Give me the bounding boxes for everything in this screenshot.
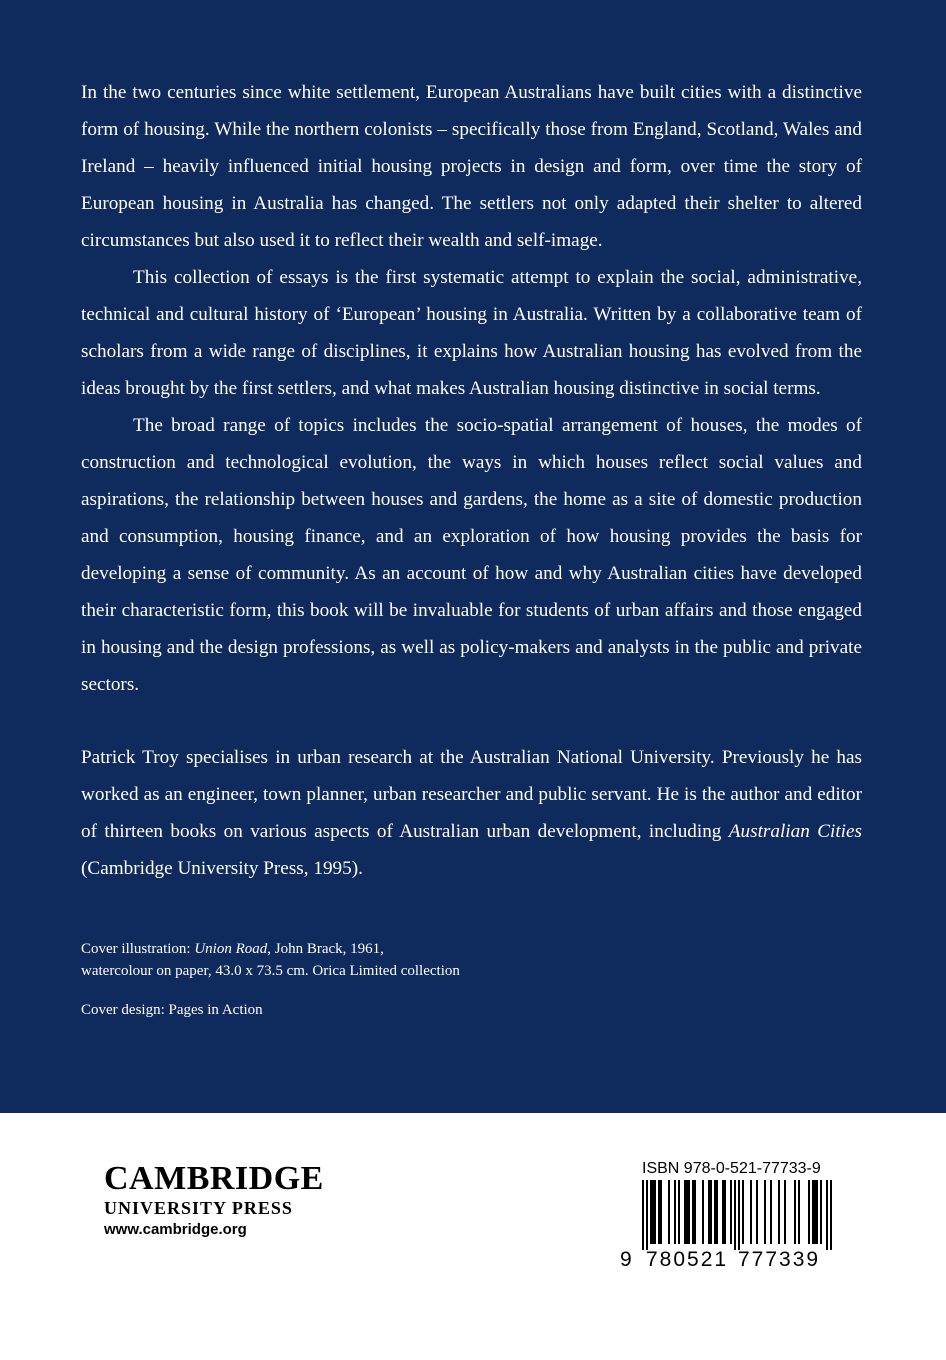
barcode-bar [708, 1180, 710, 1244]
barcode-bar [716, 1180, 718, 1244]
barcode-bar [654, 1180, 656, 1244]
barcode-bar [678, 1180, 680, 1244]
author-bio-paragraph [81, 739, 862, 887]
barcode-bar [686, 1180, 688, 1244]
author-bio-text: Patrick Troy specialises in urban research at the Australian National University. Previously he has worked as an engineer, town planner, urban researcher and public servant. He is the author and editor of thirteen books on various aspects of Australian urban development, including [81, 747, 862, 842]
barcode-bar [794, 1180, 796, 1244]
barcode-bar [830, 1180, 832, 1250]
description-paragraph-2: This collection of essays is the first systematic attempt to explain the social, administrative, technical and cultural history of ‘European’ housing in Australia. Written by a collaborative team of scholars from a wide range of disciplines, it explains how Australian housing has evolved from the ideas brought by the first settlers, and what makes Australian housing distinctive in social terms. [81, 267, 862, 399]
cover-credits [81, 938, 681, 1021]
barcode-bars [642, 1180, 838, 1250]
illustration-credit-prefix: Cover illustration: [81, 941, 195, 957]
barcode-bar [826, 1180, 828, 1250]
description-paragraph-1: In the two centuries since white settlement, European Australians have built cities with a distinctive form of housing. While the northern colonists – specifically those from England, Scotland, Wales and Ireland – heavily influenced initial housing projects in design and form, over time the story of European housing in Australia has changed. The settlers not only adapted their shelter to altered circumstances but also used it to reflect their wealth and self-image. [81, 82, 862, 251]
barcode-left-digits: 780521 [646, 1248, 729, 1271]
barcode-bar [734, 1180, 736, 1250]
barcode-bar [738, 1180, 740, 1250]
book-description [81, 74, 862, 703]
barcode-bar [816, 1180, 818, 1244]
barcode-bar [764, 1180, 766, 1244]
barcode-bar [684, 1180, 686, 1244]
isbn-label: ISBN 978-0-521-77733-9 [642, 1160, 821, 1177]
referenced-book-title: Australian Cities [728, 821, 862, 842]
barcode-bar [710, 1180, 712, 1244]
barcode-bar [658, 1180, 660, 1244]
barcode-bar [702, 1180, 704, 1244]
illustration-title: Union Road [194, 941, 268, 957]
publisher-name: CAMBRIDGE [104, 1160, 324, 1197]
barcode-bar [652, 1180, 654, 1244]
illustration-credit [81, 938, 681, 960]
isbn-barcode [620, 1160, 844, 1270]
barcode-bar [694, 1180, 696, 1244]
barcode-bar [798, 1180, 800, 1244]
barcode-bar [820, 1180, 822, 1244]
barcode-lead-digit: 9 [620, 1248, 632, 1271]
barcode-bar [812, 1180, 814, 1244]
barcode-bar [814, 1180, 816, 1244]
barcode-right-digits: 777339 [738, 1248, 821, 1271]
barcode-bar [730, 1180, 732, 1244]
barcode-bar [784, 1180, 786, 1244]
barcode-bar [650, 1180, 652, 1244]
barcode-bar [646, 1180, 648, 1250]
author-bio [81, 739, 862, 887]
publisher-panel [0, 1113, 946, 1360]
author-bio-end: (Cambridge University Press, 1995). [81, 858, 363, 879]
barcode-bar [808, 1180, 810, 1244]
illustration-credit-rest: , John Brack, 1961, [267, 941, 384, 957]
barcode-bar [688, 1180, 690, 1244]
barcode-bar [668, 1180, 670, 1244]
barcode-bar [660, 1180, 662, 1244]
barcode-bar [756, 1180, 758, 1244]
illustration-credit-line-2: watercolour on paper, 43.0 x 73.5 cm. Orica Limited collection [81, 963, 460, 979]
barcode-bar [742, 1180, 744, 1244]
barcode-bar [724, 1180, 726, 1244]
description-paragraph-3: The broad range of topics includes the socio-spatial arrangement of houses, the modes of construction and technological evolution, the ways in which houses reflect social values and aspirations, the relationship between houses and gardens, the home as a site of domestic production and consumption, housing finance, and an exploration of how housing provides the basis for developing a sense of community. As an account of how and why Australian cities have developed their characteristic form, this book will be invaluable for students of urban affairs and those engaged in housing and the design professions, as well as policy-makers and analysts in the public and private sectors. [81, 415, 862, 695]
barcode-bar [692, 1180, 694, 1244]
barcode-bar [642, 1180, 644, 1250]
publisher-logo [104, 1162, 324, 1241]
barcode-bar [750, 1180, 752, 1244]
design-credit: Cover design: Pages in Action [81, 1002, 263, 1018]
barcode-bar [778, 1180, 780, 1244]
publisher-url: www.cambridge.org [104, 1221, 247, 1238]
barcode-bar [722, 1180, 724, 1244]
barcode-bar [714, 1180, 716, 1244]
barcode-bar [674, 1180, 676, 1244]
barcode-bar [770, 1180, 772, 1244]
publisher-subtitle: UNIVERSITY PRESS [104, 1198, 293, 1218]
